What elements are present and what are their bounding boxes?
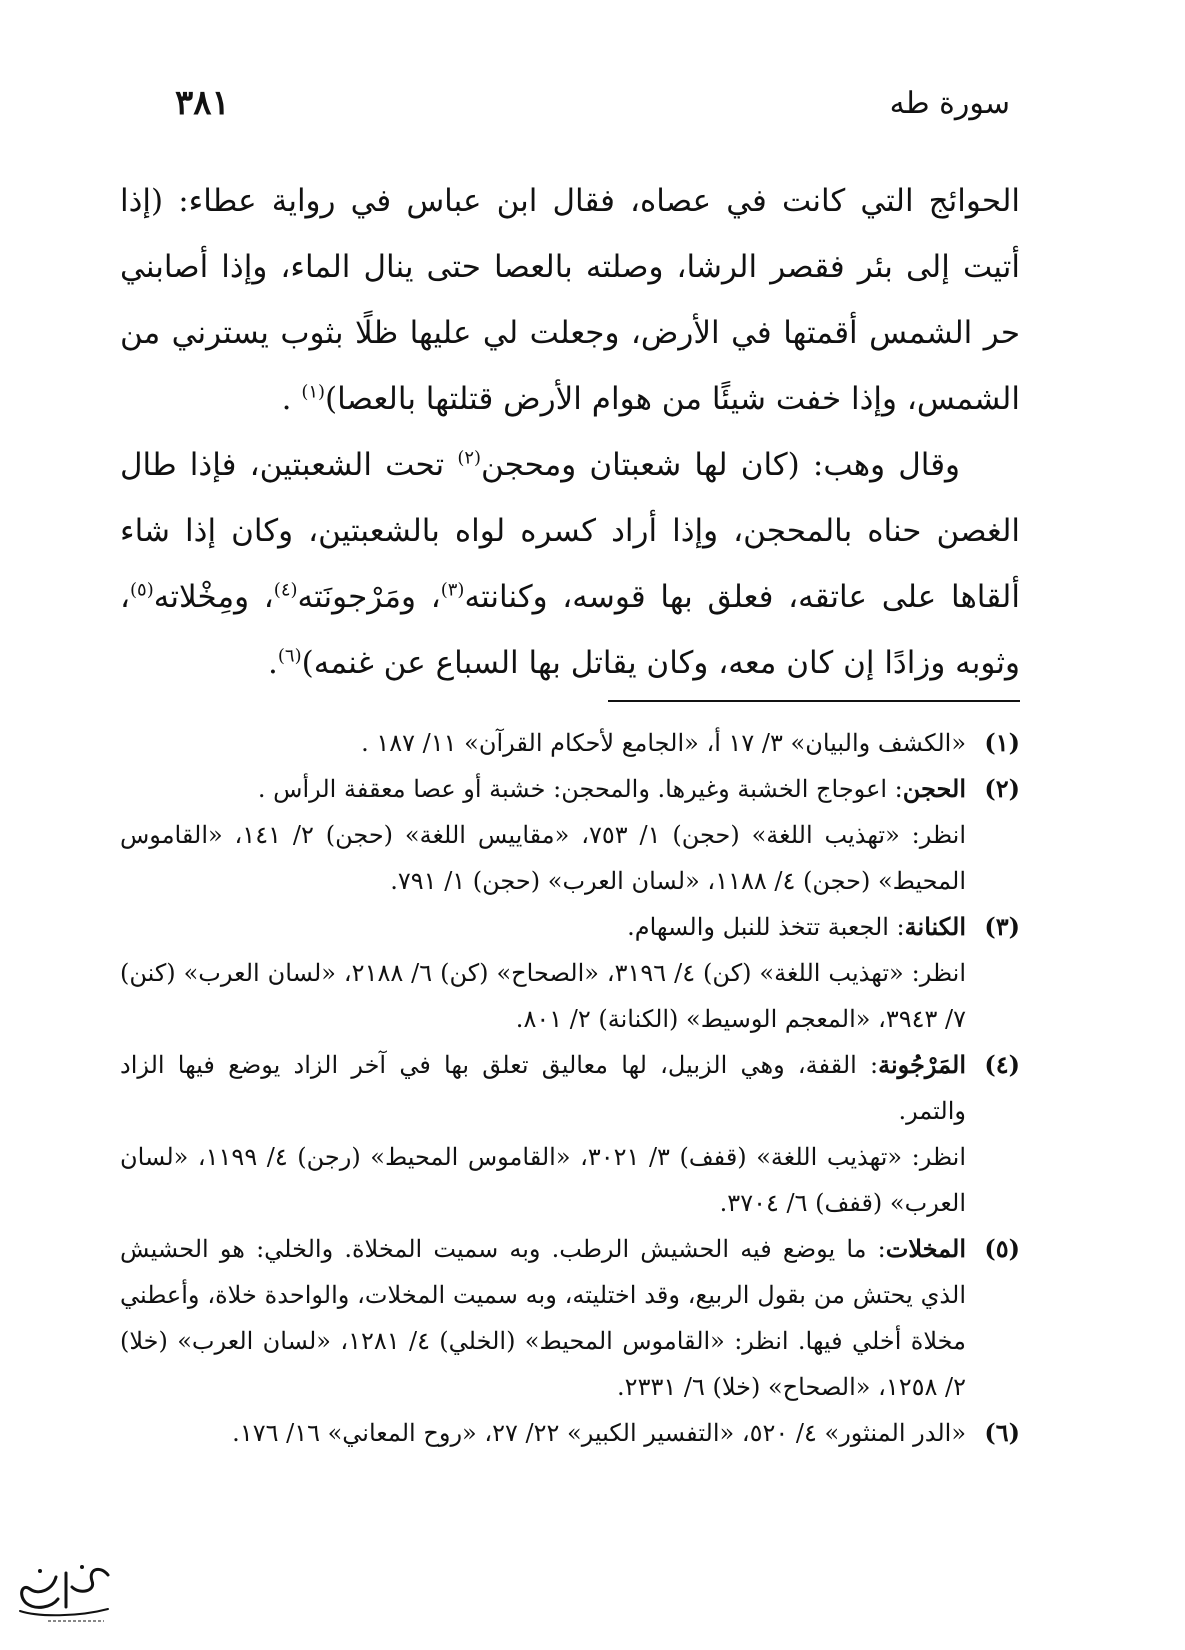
paragraph-2 xyxy=(120,432,1020,696)
footnote-3 xyxy=(120,904,1020,1042)
footnote-text: «الكشف والبيان» ٣/ ١٧ أ، «الجامع لأحكام القرآن» ١١/ ١٨٧ . xyxy=(361,729,966,757)
footnote-ref-2[interactable]: (٢) xyxy=(457,447,482,469)
footnote-text: «الدر المنثور» ٤/ ٥٢٠، «التفسير الكبير» ٢٢/ ٢٧، «روح المعاني» ١٦/ ١٧٦. xyxy=(232,1419,966,1447)
footnote-term: الكنانة xyxy=(904,912,966,941)
footnote-ref-1[interactable]: (١) xyxy=(301,381,326,403)
page-number: ٣٨١ xyxy=(175,83,230,123)
footnote-text: : الجعبة تتخذ للنبل والسهام. xyxy=(627,913,905,941)
almoshahid-logo-icon xyxy=(8,1555,118,1635)
footnote-4 xyxy=(120,1042,1020,1226)
paragraph-2-text-c: ، ومَرْجونَته xyxy=(297,579,441,615)
footnote-text: : اعوجاج الخشبة وغيرها. والمحجن: خشبة أو عصا معقفة الرأس . xyxy=(257,775,903,803)
footnote-number: (١) xyxy=(984,728,1020,757)
paragraph-1-end: . xyxy=(281,381,302,417)
paragraph-2-text-b: تحت الشعبتين، فإذا طال الغصن حناه بالمحجن، وإذا أراد كسره لواه بالشعبتين، وكان إذا شاء ألقاها على عاتقه، فعلق بها قوسه، وكنانته xyxy=(120,447,1020,615)
footnote-body xyxy=(120,1042,966,1226)
footnote-term: المخلات xyxy=(885,1234,966,1263)
footnote-ref-6[interactable]: (٦) xyxy=(277,645,302,667)
paragraph-2-text-e: ، وثوبه وزادًا إن كان معه، وكان يقاتل بها السباع عن غنمه) xyxy=(120,579,1020,681)
footnote-term: المَرْجُونة xyxy=(878,1050,966,1079)
footnote-number: (٥) xyxy=(984,1234,1020,1263)
footnote-body xyxy=(120,904,966,1042)
paragraph-1 xyxy=(120,168,1020,432)
footnote-number: (٢) xyxy=(984,774,1020,803)
footnote-body xyxy=(120,1410,966,1456)
footnotes-section xyxy=(120,720,1020,1456)
footnote-body xyxy=(120,766,966,904)
paragraph-1-text: الحوائج التي كانت في عصاه، فقال ابن عباس في رواية عطاء: (إذا أتيت إلى بئر فقصر الرشا، وصلته بالعصا حتى ينال الماء، وإذا أصابني حر الشمس أقمتها في الأرض، وجعلت لي عليها ظلًا بثوب يسترني من الشمس، وإذا خفت شيئًا من هوام الأرض قتلتها بالعصا) xyxy=(120,183,1020,417)
footnote-definition xyxy=(120,1226,966,1410)
footnote-definition xyxy=(120,766,966,812)
main-body-text xyxy=(120,168,1020,696)
footnote-body xyxy=(120,1226,966,1410)
footnote-definition xyxy=(120,904,966,950)
footnote-1 xyxy=(120,720,1020,766)
footnote-text: : ما يوضع فيه الحشيش الرطب. وبه سميت المخلاة. والخلي: هو الحشيش الذي يحتش من بقول الربيع، وقد اختليته، وبه سميت المخلات، والواحدة خلاة، وأعطني مخلاة أخلي فيها. انظر: «القاموس المحيط» (الخلي) ٤/ ١٢٨١، «لسان العرب» (خلا) ٢/ ١٢٥٨، «الصحاح» (خلا) ٦/ ٢٣٣١. xyxy=(120,1235,967,1401)
footnote-6 xyxy=(120,1410,1020,1456)
paragraph-2-text-a: وقال وهب: (كان لها شعبتان ومحجن xyxy=(481,447,960,483)
footnote-ref-4[interactable]: (٤) xyxy=(273,579,298,601)
footnote-2 xyxy=(120,766,1020,904)
footnote-references: انظر: «تهذيب اللغة» (كن) ٤/ ٣١٩٦، «الصحاح» (كن) ٦/ ٢١٨٨، «لسان العرب» (كنن) ٧/ ٣٩٤٣، «المعجم الوسيط» (الكنانة) ٢/ ٨٠١. xyxy=(120,959,966,1033)
footnote-ref-3[interactable]: (٣) xyxy=(440,579,465,601)
footnote-references: انظر: «تهذيب اللغة» (حجن) ١/ ٧٥٣، «مقاييس اللغة» (حجن) ٢/ ١٤١، «القاموس المحيط» (حجن) ٤/ ١١٨٨، «لسان العرب» (حجن) ١/ ٧٩١. xyxy=(120,821,967,895)
paragraph-2-end: . xyxy=(268,645,278,681)
footnote-definition xyxy=(120,1042,966,1134)
footnote-text: : القفة، وهي الزبيل، لها معاليق تعلق بها في آخر الزاد يوضع فيها الزاد والتمر. xyxy=(120,1051,966,1125)
footnote-number: (٤) xyxy=(984,1050,1020,1079)
surah-title: سورة طه xyxy=(889,85,1010,121)
footnote-number: (٦) xyxy=(984,1418,1020,1447)
footnote-5 xyxy=(120,1226,1020,1410)
running-header xyxy=(175,78,1010,128)
footnote-term: الحجن xyxy=(902,774,966,803)
footnote-ref-5[interactable]: (٥) xyxy=(130,579,154,601)
paragraph-2-text-d: ، ومِخْلاته xyxy=(153,579,274,615)
footnote-references: انظر: «تهذيب اللغة» (قفف) ٣/ ٣٠٢١، «القاموس المحيط» (رجن) ٤/ ١١٩٩، «لسان العرب» (قفف) ٦/ ٣٧٠٤. xyxy=(120,1143,966,1217)
footnote-number: (٣) xyxy=(984,912,1020,941)
footnote-divider xyxy=(608,700,1020,702)
footnote-body xyxy=(120,720,966,766)
